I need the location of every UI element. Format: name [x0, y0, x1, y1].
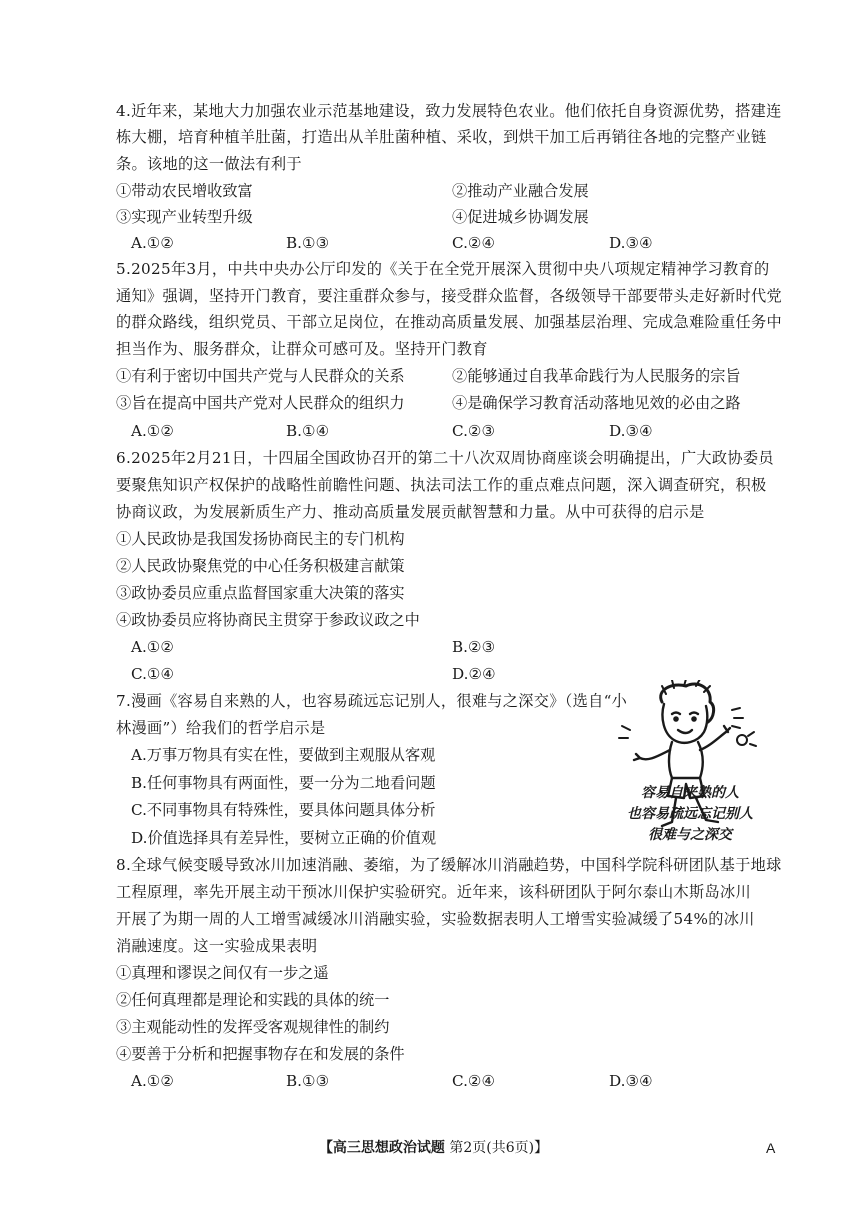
footer-page-number: 第2页(共6页)】: [449, 1140, 549, 1156]
cartoon-caption-line-2: 也容易疏远忘记别人: [627, 806, 753, 822]
q8-choice-c: C.②④: [452, 1072, 496, 1090]
q5-item-1: ①有利于密切中国共产党与人民群众的关系: [116, 367, 405, 385]
q4-choice-b: B.①③: [286, 234, 330, 252]
q5-choice-d: D.③④: [609, 422, 653, 440]
q8-stem-line-2: 工程原理，率先开展主动干预冰川保护实验研究。近年来，该科研团队于阿尔泰山木斯岛冰川: [116, 883, 751, 901]
q8-choice-a: A.①②: [131, 1072, 175, 1090]
q7-option-b: B.任何事物具有两面性，要一分为二地看问题: [131, 774, 436, 792]
q4-stem-line-2: 栋大棚，培育种植羊肚菌，打造出从羊肚菌种植、采收，到烘干加工后再销往各地的完整产业链: [116, 128, 767, 146]
q4-choice-c: C.②④: [452, 234, 496, 252]
q6-stem-line-2: 要聚焦知识产权保护的战略性前瞻性问题、执法司法工作的重点难点问题，深入调查研究，积极: [116, 476, 767, 494]
paper-version-mark: A: [766, 1140, 776, 1156]
q6-stem-line-1: 6.2025年2月21日，十四届全国政协召开的第二十八次双周协商座谈会明确提出，广大政协委员: [116, 449, 774, 467]
q8-item-2: ②任何真理都是理论和实践的具体的统一: [116, 991, 390, 1009]
q5-choice-a: A.①②: [131, 422, 175, 440]
q6-item-1: ①人民政协是我国发扬协商民主的专门机构: [116, 530, 405, 548]
q8-stem-line-1: 8.全球气候变暖导致冰川加速消融、萎缩，为了缓解冰川消融趋势，中国科学院科研团队基于地球: [116, 856, 782, 874]
q5-item-2: ②能够通过自我革命践行为人民服务的宗旨: [452, 367, 741, 385]
q6-item-3: ③政协委员应重点监督国家重大决策的落实: [116, 584, 405, 602]
q8-item-3: ③主观能动性的发挥受客观规律性的制约: [116, 1018, 390, 1036]
q7-option-a: A.万事万物具有实在性，要做到主观服从客观: [131, 746, 436, 764]
q8-stem-line-4: 消融速度。这一实验成果表明: [116, 937, 318, 955]
q4-item-4: ④促进城乡协调发展: [452, 208, 589, 226]
q7-stem-line-1: 7.漫画《容易自来熟的人，也容易疏远忘记别人，很难与之深交》（选自“小: [116, 692, 628, 710]
q8-choice-d: D.③④: [609, 1072, 653, 1090]
q5-stem-line-4: 担当作为、服务群众，让群众可感可及。坚持开门教育: [116, 340, 488, 358]
q4-choice-a: A.①②: [131, 234, 175, 252]
q4-item-1: ①带动农民增收致富: [116, 182, 253, 200]
q4-item-3: ③实现产业转型升级: [116, 208, 253, 226]
q6-choice-d: D.②④: [452, 665, 496, 683]
q8-item-4: ④要善于分析和把握事物存在和发展的条件: [116, 1045, 405, 1063]
cartoon-caption-line-1: 容易自来熟的人: [641, 785, 739, 801]
q6-choice-b: B.②③: [452, 638, 496, 656]
cartoon-caption-line-3: 很难与之深交: [648, 827, 732, 843]
q5-stem-line-1: 5.2025年3月，中共中央办公厅印发的《关于在全党开展深入贯彻中央八项规定精神学习教育的: [116, 260, 770, 278]
q5-item-4: ④是确保学习教育活动落地见效的必由之路: [452, 394, 741, 412]
q8-item-1: ①真理和谬误之间仅有一步之遥: [116, 964, 329, 982]
q5-item-3: ③旨在提高中国共产党对人民群众的组织力: [116, 394, 405, 412]
q6-item-4: ④政协委员应将协商民主贯穿于参政议政之中: [116, 611, 420, 629]
q4-item-2: ②推动产业融合发展: [452, 182, 589, 200]
q7-option-d: D.价值选择具有差异性，要树立正确的价值观: [131, 829, 437, 847]
q7-option-c: C.不同事物具有特殊性，要具体问题具体分析: [131, 801, 436, 819]
page-footer: [0, 1139, 867, 1157]
q6-choice-a: A.①②: [131, 638, 175, 656]
q4-choice-d: D.③④: [609, 234, 653, 252]
footer-title: 【高三思想政治试题: [318, 1140, 445, 1156]
q7-stem-line-2: 林漫画”）给我们的哲学启示是: [116, 719, 326, 737]
q5-stem-line-2: 通知》强调，坚持开门教育，要注重群众参与，接受群众监督，各级领导干部要带头走好新时代党: [116, 287, 782, 305]
q4-stem-line-1: 4.近年来，某地大力加强农业示范基地建设，致力发展特色农业。他们依托自身资源优势，搭建连: [116, 102, 782, 120]
q5-stem-line-3: 的群众路线，组织党员、干部立足岗位，在推动高质量发展、加强基层治理、完成急难险重任务中: [116, 313, 782, 331]
q6-item-2: ②人民政协聚焦党的中心任务积极建言献策: [116, 557, 405, 575]
q8-choice-b: B.①③: [286, 1072, 330, 1090]
q4-stem-line-3: 条。该地的这一做法有利于: [116, 155, 302, 173]
q8-stem-line-3: 开展了为期一周的人工增雪减缓冰川消融实验，实验数据表明人工增雪实验减缓了54%的冰川: [116, 910, 755, 928]
q5-choice-b: B.①④: [286, 422, 330, 440]
q5-choice-c: C.②③: [452, 422, 496, 440]
q6-choice-c: C.①④: [131, 665, 175, 683]
q6-stem-line-3: 协商议政，为发展新质生产力、推动高质量发展贡献智慧和力量。从中可获得的启示是: [116, 503, 705, 521]
